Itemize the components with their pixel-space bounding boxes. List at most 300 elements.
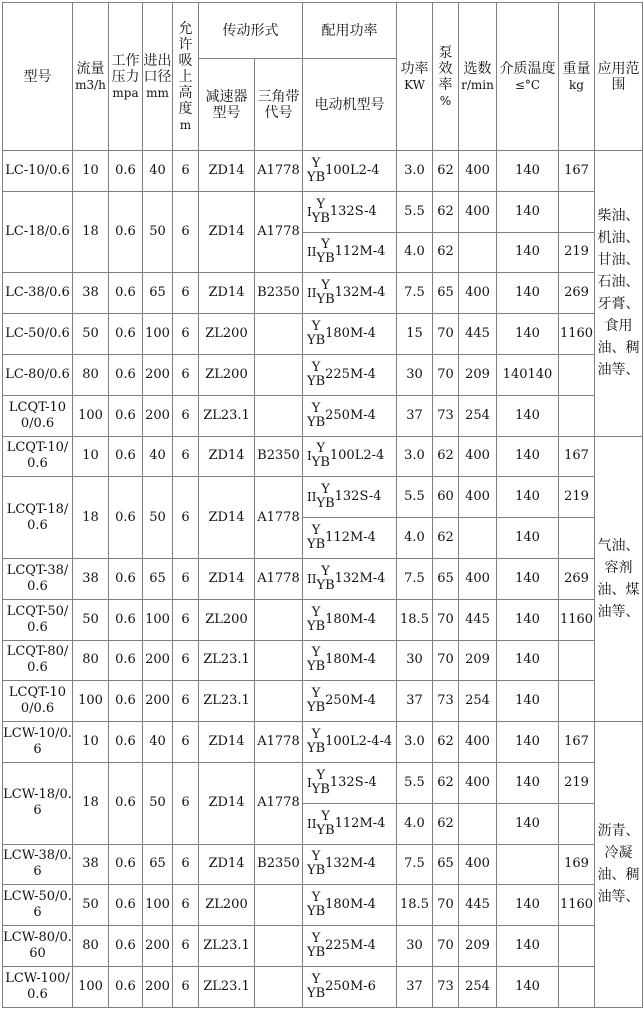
temp-cell: 140 (497, 762, 559, 803)
scope-cell: 柴油、机油、甘油、石油、牙膏、食用油、稠油等、 (595, 151, 643, 437)
diameter-cell: 40 (143, 151, 173, 192)
temp-cell: 140 (497, 151, 559, 192)
temp-cell: 140 (497, 314, 559, 355)
motor-model: 250M-4 (325, 693, 376, 709)
model-cell: LCQT-80/0.6 (3, 640, 73, 681)
motor-model: 100L2-4 (325, 162, 380, 178)
motor-cell (303, 436, 397, 477)
speed-cell: 209 (459, 354, 497, 395)
table-row (3, 762, 643, 803)
pressure-cell: 0.6 (109, 926, 143, 967)
efficiency-cell: 65 (433, 558, 459, 599)
header-pressure: 工作压力 mpa (109, 3, 143, 151)
header-weight: 重量 kg (559, 3, 595, 151)
model-cell: LCW-80/0.60 (3, 926, 73, 967)
table-row (3, 354, 643, 395)
efficiency-cell: 70 (433, 640, 459, 681)
motor-variant: II (307, 490, 317, 505)
suction-cell: 6 (173, 151, 199, 192)
power-cell: 4.0 (397, 518, 433, 559)
vbelt-cell (255, 599, 303, 640)
weight-cell: 167 (559, 151, 595, 192)
motor-cell (303, 966, 397, 1007)
flow-cell: 18 (73, 477, 109, 559)
scope-cell: 沥青、冷凝油、稠油等、 (595, 722, 643, 1008)
motor-series: Y YB (311, 196, 330, 226)
motor-series: Y YB (307, 400, 326, 430)
flow-cell: 50 (73, 599, 109, 640)
motor-cell (303, 558, 397, 599)
diameter-cell: 50 (143, 762, 173, 844)
speed-cell: 254 (459, 966, 497, 1007)
suction-cell: 6 (173, 926, 199, 967)
table-row (3, 844, 643, 885)
table-row (3, 966, 643, 1007)
flow-cell: 10 (73, 436, 109, 477)
reducer-cell: ZL23.1 (199, 966, 255, 1007)
motor-cell (303, 844, 397, 885)
motor-cell (303, 395, 397, 436)
model-cell: LCQT-100/0.6 (3, 681, 73, 722)
suction-cell: 6 (173, 599, 199, 640)
motor-series: Y YB (316, 563, 335, 593)
speed-cell: 254 (459, 681, 497, 722)
temp-cell: 140 (497, 926, 559, 967)
speed-cell: 209 (459, 926, 497, 967)
power-cell: 30 (397, 926, 433, 967)
weight-cell: 169 (559, 844, 595, 885)
table-row (3, 151, 643, 192)
reducer-cell: ZL200 (199, 354, 255, 395)
weight-cell (559, 191, 595, 232)
pressure-cell: 0.6 (109, 966, 143, 1007)
motor-series: Y YB (307, 890, 326, 920)
model-cell: LCQT-10/0.6 (3, 436, 73, 477)
speed-cell: 400 (459, 558, 497, 599)
motor-series: Y YB (316, 237, 335, 267)
model-cell: LC-50/0.6 (3, 314, 73, 355)
efficiency-cell: 65 (433, 844, 459, 885)
speed-cell: 400 (459, 844, 497, 885)
weight-cell: 167 (559, 436, 595, 477)
motor-cell (303, 762, 397, 803)
vbelt-cell: B2350 (255, 436, 303, 477)
motor-cell (303, 273, 397, 314)
table-row (3, 681, 643, 722)
vbelt-cell: A1778 (255, 151, 303, 192)
power-cell: 3.0 (397, 722, 433, 763)
motor-model: 132S-4 (334, 489, 382, 505)
motor-model: 112M-4 (325, 530, 376, 546)
motor-variant: II (307, 571, 317, 586)
table-row (3, 722, 643, 763)
efficiency-cell: 62 (433, 803, 459, 844)
vbelt-cell (255, 354, 303, 395)
motor-series: Y YB (307, 359, 326, 389)
reducer-cell: ZD14 (199, 191, 255, 273)
speed-cell: 400 (459, 477, 497, 518)
weight-cell: 1160 (559, 314, 595, 355)
motor-series: Y YB (307, 727, 326, 757)
header-model: 型号 (3, 3, 73, 151)
vbelt-cell: B2350 (255, 273, 303, 314)
pressure-cell: 0.6 (109, 762, 143, 844)
pressure-cell: 0.6 (109, 273, 143, 314)
header-drive: 传动形式 (199, 3, 303, 59)
header-reducer: 减速器型号 (199, 59, 255, 151)
diameter-cell: 200 (143, 681, 173, 722)
power-cell: 37 (397, 966, 433, 1007)
pressure-cell: 0.6 (109, 436, 143, 477)
table-row (3, 640, 643, 681)
temp-cell (497, 844, 559, 885)
diameter-cell: 200 (143, 640, 173, 681)
flow-cell: 50 (73, 314, 109, 355)
weight-cell: 219 (559, 477, 595, 518)
reducer-cell: ZD14 (199, 722, 255, 763)
motor-cell (303, 314, 397, 355)
motor-series: Y YB (307, 931, 326, 961)
flow-cell: 10 (73, 722, 109, 763)
motor-model: 180M-4 (325, 326, 376, 342)
motor-series: Y YB (307, 155, 326, 185)
efficiency-cell: 60 (433, 477, 459, 518)
vbelt-cell (255, 395, 303, 436)
model-cell: LCQT-18/0.6 (3, 477, 73, 559)
efficiency-cell: 62 (433, 436, 459, 477)
motor-variant: I (307, 775, 312, 790)
weight-cell: 269 (559, 273, 595, 314)
temp-cell: 140 (497, 395, 559, 436)
power-cell: 15 (397, 314, 433, 355)
vbelt-cell (255, 885, 303, 926)
header-vbelt: 三角带代号 (255, 59, 303, 151)
motor-cell (303, 599, 397, 640)
motor-series: Y YB (307, 849, 326, 879)
power-cell: 7.5 (397, 558, 433, 599)
header-motor: 电动机型号 (303, 59, 397, 151)
speed-cell: 445 (459, 599, 497, 640)
header-scope: 应用范围 (595, 3, 643, 151)
efficiency-cell: 62 (433, 151, 459, 192)
model-cell: LCW-50/0.6 (3, 885, 73, 926)
header-flow: 流量 m3/h (73, 3, 109, 151)
temp-cell: 140 (497, 518, 559, 559)
vbelt-cell (255, 966, 303, 1007)
weight-cell (559, 926, 595, 967)
reducer-cell: ZL23.1 (199, 640, 255, 681)
table-row (3, 395, 643, 436)
temp-cell: 140 (497, 640, 559, 681)
pressure-cell: 0.6 (109, 354, 143, 395)
efficiency-cell: 70 (433, 314, 459, 355)
motor-series: Y YB (307, 686, 326, 716)
motor-variant: I (307, 449, 312, 464)
vbelt-cell (255, 926, 303, 967)
vbelt-cell: A1778 (255, 722, 303, 763)
flow-cell: 10 (73, 151, 109, 192)
suction-cell: 6 (173, 314, 199, 355)
diameter-cell: 100 (143, 885, 173, 926)
model-cell: LC-10/0.6 (3, 151, 73, 192)
motor-cell (303, 191, 397, 232)
diameter-cell: 65 (143, 273, 173, 314)
efficiency-cell: 62 (433, 762, 459, 803)
motor-cell (303, 722, 397, 763)
model-cell: LC-38/0.6 (3, 273, 73, 314)
header-temp: 介质温度 ≤°C (497, 3, 559, 151)
temp-cell: 140 (497, 191, 559, 232)
temp-cell: 140 (497, 681, 559, 722)
motor-series: Y YB (307, 604, 326, 634)
weight-cell: 1160 (559, 599, 595, 640)
vbelt-cell: A1778 (255, 477, 303, 559)
suction-cell: 6 (173, 966, 199, 1007)
efficiency-cell: 73 (433, 395, 459, 436)
diameter-cell: 50 (143, 477, 173, 559)
model-cell: LCW-10/0.6 (3, 722, 73, 763)
efficiency-cell: 62 (433, 518, 459, 559)
speed-cell: 400 (459, 436, 497, 477)
reducer-cell: ZL200 (199, 885, 255, 926)
motor-series: Y YB (311, 767, 330, 797)
suction-cell: 6 (173, 354, 199, 395)
motor-series: Y YB (307, 319, 326, 349)
speed-cell: 400 (459, 151, 497, 192)
diameter-cell: 200 (143, 395, 173, 436)
motor-variant: I (307, 204, 312, 219)
diameter-cell: 200 (143, 354, 173, 395)
motor-series: Y YB (307, 645, 326, 675)
weight-cell: 219 (559, 232, 595, 273)
weight-cell (559, 354, 595, 395)
motor-model: 225M-4 (325, 938, 376, 954)
temp-cell: 140 (497, 966, 559, 1007)
diameter-cell: 50 (143, 191, 173, 273)
motor-model: 112M-4 (334, 244, 386, 260)
motor-cell (303, 151, 397, 192)
power-cell: 30 (397, 354, 433, 395)
temp-cell: 140 (497, 885, 559, 926)
flow-cell: 100 (73, 966, 109, 1007)
flow-cell: 38 (73, 844, 109, 885)
power-cell: 4.0 (397, 803, 433, 844)
suction-cell: 6 (173, 681, 199, 722)
efficiency-cell: 62 (433, 191, 459, 232)
weight-cell: 269 (559, 558, 595, 599)
power-cell: 30 (397, 640, 433, 681)
vbelt-cell (255, 640, 303, 681)
weight-cell (559, 966, 595, 1007)
table-row (3, 436, 643, 477)
table-row (3, 314, 643, 355)
flow-cell: 18 (73, 191, 109, 273)
power-cell: 7.5 (397, 273, 433, 314)
scope-cell: 气油、容剂油、煤油等、 (595, 436, 643, 722)
model-cell: LCQT-100/0.6 (3, 395, 73, 436)
motor-series: Y YB (316, 278, 335, 308)
model-cell: LCW-38/0.6 (3, 844, 73, 885)
motor-series: Y YB (307, 523, 326, 553)
pressure-cell: 0.6 (109, 151, 143, 192)
motor-cell (303, 803, 397, 844)
efficiency-cell: 65 (433, 273, 459, 314)
speed-cell (459, 803, 497, 844)
motor-cell (303, 477, 397, 518)
power-cell: 18.5 (397, 885, 433, 926)
pressure-cell: 0.6 (109, 681, 143, 722)
motor-model: 132M-4 (325, 856, 376, 872)
weight-cell (559, 803, 595, 844)
model-cell: LC-80/0.6 (3, 354, 73, 395)
reducer-cell: ZD14 (199, 151, 255, 192)
vbelt-cell (255, 314, 303, 355)
vbelt-cell: A1778 (255, 191, 303, 273)
diameter-cell: 200 (143, 926, 173, 967)
motor-cell (303, 232, 397, 273)
diameter-cell: 40 (143, 436, 173, 477)
motor-cell (303, 518, 397, 559)
temp-cell: 140 (497, 599, 559, 640)
speed-cell: 400 (459, 273, 497, 314)
temp-cell: 140 (497, 232, 559, 273)
pressure-cell: 0.6 (109, 640, 143, 681)
efficiency-cell: 70 (433, 885, 459, 926)
suction-cell: 6 (173, 722, 199, 763)
pressure-cell: 0.6 (109, 558, 143, 599)
pressure-cell: 0.6 (109, 477, 143, 559)
power-cell: 5.5 (397, 477, 433, 518)
motor-series: Y YB (311, 441, 330, 471)
pump-spec-table (2, 2, 643, 1008)
power-cell: 3.0 (397, 436, 433, 477)
table-row (3, 599, 643, 640)
efficiency-cell: 62 (433, 722, 459, 763)
motor-cell (303, 885, 397, 926)
flow-cell: 100 (73, 681, 109, 722)
temp-cell: 140140 (497, 354, 559, 395)
model-cell: LCW-18/0.6 (3, 762, 73, 844)
motor-model: 180M-4 (325, 652, 376, 668)
pressure-cell: 0.6 (109, 844, 143, 885)
speed-cell (459, 518, 497, 559)
efficiency-cell: 70 (433, 599, 459, 640)
temp-cell: 140 (497, 477, 559, 518)
power-cell: 37 (397, 681, 433, 722)
diameter-cell: 200 (143, 966, 173, 1007)
motor-series: Y YB (307, 971, 326, 1001)
motor-model: 225M-4 (325, 366, 376, 382)
speed-cell: 254 (459, 395, 497, 436)
speed-cell: 400 (459, 191, 497, 232)
speed-cell: 400 (459, 722, 497, 763)
vbelt-cell (255, 681, 303, 722)
motor-cell (303, 354, 397, 395)
suction-cell: 6 (173, 885, 199, 926)
power-cell: 7.5 (397, 844, 433, 885)
reducer-cell: ZD14 (199, 436, 255, 477)
power-cell: 5.5 (397, 762, 433, 803)
temp-cell: 140 (497, 558, 559, 599)
suction-cell: 6 (173, 477, 199, 559)
diameter-cell: 100 (143, 599, 173, 640)
suction-cell: 6 (173, 558, 199, 599)
motor-model: 132M-4 (334, 570, 386, 586)
header-suction: 允许吸上高度 m (173, 3, 199, 151)
pressure-cell: 0.6 (109, 191, 143, 273)
model-cell: LC-18/0.6 (3, 191, 73, 273)
efficiency-cell: 73 (433, 681, 459, 722)
header-diameter: 进出口径 mm (143, 3, 173, 151)
pressure-cell: 0.6 (109, 314, 143, 355)
motor-series: Y YB (316, 482, 335, 512)
suction-cell: 6 (173, 844, 199, 885)
vbelt-cell: A1778 (255, 558, 303, 599)
reducer-cell: ZD14 (199, 273, 255, 314)
diameter-cell: 40 (143, 722, 173, 763)
table-row (3, 477, 643, 518)
reducer-cell: ZD14 (199, 762, 255, 844)
motor-model: 100L2-4-4 (325, 734, 393, 750)
motor-model: 132M-4 (334, 285, 386, 301)
suction-cell: 6 (173, 395, 199, 436)
motor-model: 132S-4 (329, 774, 377, 790)
pressure-cell: 0.6 (109, 722, 143, 763)
suction-cell: 6 (173, 762, 199, 844)
weight-cell: 167 (559, 722, 595, 763)
reducer-cell: ZL200 (199, 314, 255, 355)
motor-cell (303, 640, 397, 681)
reducer-cell: ZL23.1 (199, 681, 255, 722)
flow-cell: 38 (73, 558, 109, 599)
table-body (3, 151, 643, 1008)
motor-model: 100L2-4 (329, 448, 385, 464)
efficiency-cell: 73 (433, 966, 459, 1007)
motor-model: 112M-4 (334, 815, 386, 831)
reducer-cell: ZL200 (199, 599, 255, 640)
speed-cell: 400 (459, 762, 497, 803)
table-row (3, 558, 643, 599)
motor-model: 250M-6 (325, 978, 376, 994)
temp-cell: 140 (497, 803, 559, 844)
motor-model: 180M-4 (325, 611, 376, 627)
pressure-cell: 0.6 (109, 395, 143, 436)
weight-cell: 219 (559, 762, 595, 803)
flow-cell: 100 (73, 395, 109, 436)
power-cell: 4.0 (397, 232, 433, 273)
motor-cell (303, 681, 397, 722)
table-row (3, 191, 643, 232)
weight-cell (559, 518, 595, 559)
vbelt-cell: A1778 (255, 762, 303, 844)
header-power: 功率 KW (397, 3, 433, 151)
model-cell: LCQT-50/0.6 (3, 599, 73, 640)
diameter-cell: 100 (143, 314, 173, 355)
flow-cell: 80 (73, 926, 109, 967)
temp-cell: 140 (497, 722, 559, 763)
motor-variant: II (307, 816, 317, 831)
motor-model: 132S-4 (329, 203, 377, 219)
reducer-cell: ZD14 (199, 844, 255, 885)
reducer-cell: ZD14 (199, 477, 255, 559)
speed-cell: 209 (459, 640, 497, 681)
weight-cell (559, 395, 595, 436)
power-cell: 3.0 (397, 151, 433, 192)
weight-cell: 1160 (559, 885, 595, 926)
flow-cell: 80 (73, 640, 109, 681)
header-speed: 选数 r/min (459, 3, 497, 151)
speed-cell: 445 (459, 885, 497, 926)
